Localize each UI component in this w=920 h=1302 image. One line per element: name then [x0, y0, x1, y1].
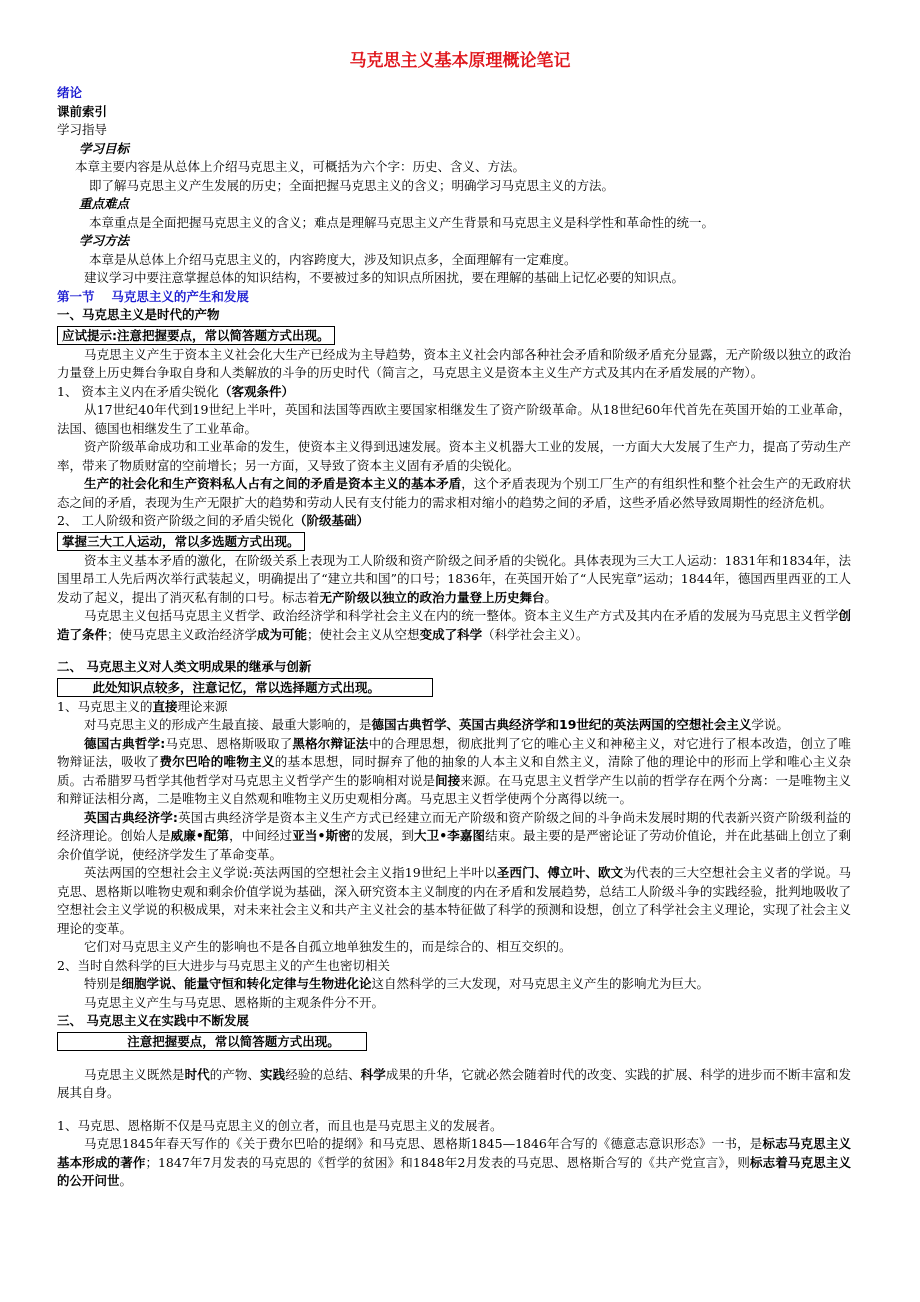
cause-1-para-3-rest: ，这个矛盾表现为个别工厂生产的有组织性和整个社会生产的无政府状态之间的矛盾，表现为生产无限扩大的趋势和劳动人民有支付能力的需求相对缩小的趋势之间的矛盾，这些矛盾必然导致周期性的经济危机。 — [57, 476, 851, 510]
cause-2-para-2 — [57, 607, 851, 644]
exam-tip-2: 掌握三大工人运动，常以多选题方式出现。 — [57, 532, 305, 551]
section-1-heading: 第一节 马克思主义的产生和发展 — [57, 288, 249, 304]
us-a: 英法两国的空想社会主义学说:英法两国的空想社会主义指19世纪上半叶以 — [84, 865, 497, 880]
cause-2-para-1-bold: 无产阶级以独立的政治力量登上历史舞台 — [319, 589, 545, 605]
topic-1-heading: 一、马克思主义是时代的产物 — [57, 307, 220, 322]
dp-b: 时代 — [184, 1066, 210, 1082]
s1p-c: 学说。 — [751, 717, 789, 732]
gp-e: 来源。在马克思主义哲学产生以前的哲学存在两个分离：一是唯物主义和辩证法相分离，二是唯物主义自然观和唯物主义历史观相分离。马克思主义哲学使两个分离得以统一。 — [57, 772, 851, 806]
ee-c: ，中间经过 — [229, 828, 293, 843]
german-philosophy-para — [57, 735, 851, 809]
cause-1-heading — [57, 383, 851, 402]
source-1-bold: 直接 — [152, 698, 178, 714]
c2p2-g: （科学社会主义）。 — [482, 626, 589, 642]
ee-smith: 亚当•斯密 — [292, 828, 351, 843]
cause-1-para-1: 从17世纪40年代到19世纪上半叶，英国和法国等西欧主要国家相继发生了资产阶级革命。从18世纪60年代首先在英国开始的工业革命，法国、德国也相继发生了工业革命。 — [57, 402, 851, 436]
gp-a: 马克思、恩格斯吸取了 — [165, 735, 293, 751]
ee-a: 英国古典经济学是资本主义生产方式已经建立而无产阶级和资产阶级之间的斗争尚未发展时期的代表新兴资产阶级利益的经济理论。创始人是 — [57, 809, 851, 843]
us-c: 为代表的三大空想社会主义者的学说。马克思、恩格斯以唯物史观和剩余价值学说为基础，深入研究资本主义制度的内在矛盾和发展趋势，总结工人阶级斗争的实践经验，批判地吸收了空想社会主义学说的积极成果，对未来社会主义和共产主义社会的基本特征做了科学的预测和设想，创立了科学社会主义理论，实现了社会主义理论的变革。 — [57, 865, 851, 936]
source-1-a: 1、马克思主义的 — [57, 698, 153, 714]
s1p-a: 对马克思主义的形成产生最直接、最重大影响的，是 — [84, 717, 372, 732]
topic-2-heading: 二、 马克思主义对人类文明成果的继承与创新 — [57, 659, 312, 674]
source-2-heading: 2、当时自然科学的巨大进步与马克思主义的产生也密切相关 — [57, 957, 390, 973]
goal-text-1: 本章主要内容是从总体上介绍马克思主义，可概括为六个字：历史、含义、方法。 — [75, 159, 526, 174]
document-body — [57, 84, 851, 1191]
fp-c: ；1847年7月发表的马克思的《哲学的贫困》和1848年2月发表的马克思、恩格斯合写的《共产党宣言》，则 — [145, 1154, 751, 1170]
guide-heading: 学习指导 — [57, 122, 108, 137]
exam-tip-3 — [57, 678, 433, 697]
science-para — [57, 975, 851, 994]
ee-petty: 威廉•配第 — [170, 828, 230, 843]
cause-2-para-1-c: 。 — [544, 589, 558, 605]
sources-summary: 它们对马克思主义产生的影响也不是各自孤立地单独发生的，而是综合的、相互交织的。 — [84, 939, 572, 954]
c2p2-d: 成为可能 — [257, 626, 308, 642]
gp-feuerbach: 费尔巴哈的唯物主义 — [159, 754, 275, 769]
exam-tip-4 — [57, 1032, 367, 1051]
source-1-c: 理论来源 — [177, 698, 228, 714]
topic-1-text: 马克思主义产生于资本主义社会化大生产已经成为主导趋势，资本主义社会内部各种社会矛盾和阶级矛盾充分显露，无产阶级以独立的政治力量登上历史舞台争取自身和人类解放的斗争的历史时代（简言之，马克思主义是资本主义生产方式及其内在矛盾发展的产物）。 — [57, 346, 851, 380]
cause-1-para-3 — [57, 475, 851, 512]
key-heading: 重点难点 — [79, 196, 130, 211]
cause-2-tag: （阶级基础） — [293, 513, 369, 528]
ee-label: 英国古典经济学: — [84, 809, 178, 825]
c2p2-b: 创造了条件 — [57, 608, 851, 642]
gp-c: 中的合理思想，彻底批判了它的唯心主义和神秘主义，对它进行了根本改造，创立了唯物辩证法，吸收了 — [57, 735, 851, 769]
document-title: 马克思主义基本原理概论笔记 — [349, 51, 571, 71]
founders-heading: 1、马克思、恩格斯不仅是马克思主义的创立者，而且也是马克思主义的发展者。 — [57, 1117, 503, 1133]
cause-2-title: 2、 工人阶级和资产阶级之间的矛盾尖锐化 — [57, 513, 294, 528]
topic-3-heading: 三、 马克思主义在实践中不断发展 — [57, 1013, 249, 1028]
spacer — [57, 1103, 851, 1117]
exam-tip-4-text: 注意把握要点，常以简答题方式出现。 — [127, 1033, 340, 1049]
intro-heading: 绪论 — [57, 85, 83, 100]
fp-a: 马克思1845年春天写作的《关于费尔巴哈的提纲》和马克思、恩格斯1845—1846年合写的《德意志意识形态》一书，是 — [84, 1136, 763, 1151]
gp-hegel: 黑格尔辩证法 — [292, 735, 369, 751]
ee-ricardo: 大卫•李嘉图 — [413, 828, 486, 843]
sci-a: 特别是 — [84, 976, 122, 991]
goal-text-2: 即了解马克思主义产生发展的历史；全面把握马克思主义的含义；明确学习马克思主义的方法。 — [89, 177, 615, 193]
gp-d: 的基本思想，同时摒弃了他的抽象的人本主义和自然主义，清除了他的理论中的形而上学和唯心主义杂质。古希腊罗马哲学其他哲学对马克思主义哲学产生的影响相对说是 — [57, 754, 851, 788]
utopian-socialism-para — [57, 864, 851, 938]
dp-g: 成果的升华，它就必然会随着时代的改变、实践的扩展、科学的进步而不断丰富和发展其自身。 — [57, 1066, 851, 1100]
ee-d: 的发展，到 — [350, 828, 414, 843]
basic-contradiction: 生产的社会化和生产资料私人占有之间的矛盾是资本主义的基本矛盾 — [84, 476, 462, 491]
cause-2-para-1-a: 资本主义基本矛盾的激化，在阶级关系上表现为工人阶级和资产阶级之间矛盾的尖锐化。具体表现为三大工人运动：1831年和1834年，法国里昂工人先后两次举行武装起义，明确提出了“建立共和国”的口号；1836年，在英国开始了“人民宪章”运动；1844年，德国西里西亚的工人发动了起义，提出了消灭私有制的口号。标志着 — [57, 552, 851, 605]
source-1-para — [57, 716, 851, 735]
fp-e: 。 — [119, 1173, 133, 1188]
gp-label: 德国古典哲学: — [84, 735, 166, 751]
exam-tip-1: 应试提示:注意把握要点，常以简答题方式出现。 — [57, 326, 335, 345]
dp-d: 实践 — [260, 1066, 286, 1082]
sci-b: 细胞学说、能量守恒和转化定律与生物进化论 — [121, 976, 372, 991]
founders-para — [57, 1135, 851, 1191]
method-text-2: 建议学习中要注意掌握总体的知识结构，不要被过多的知识点所困扰，要在理解的基础上记忆必要的知识点。 — [84, 270, 685, 285]
sci-c: 这自然科学的三大发现，对马克思主义产生的影响尤为巨大。 — [371, 976, 710, 991]
c2p2-a: 马克思主义包括马克思主义哲学、政治经济学和科学社会主义在内的统一整体。资本主义生产方式及其内在矛盾的发展为马克思主义哲学 — [84, 608, 839, 623]
cause-1-title: 1、 资本主义内在矛盾尖锐化 — [57, 383, 219, 399]
cause-1-para-2: 资产阶级革命成功和工业革命的发生，使资本主义得到迅速发展。资本主义机器大工业的发展，一方面大大发展了生产力，提高了劳动生产率，带来了物质财富的空前增长；另一方面，又导致了资本主义固有矛盾的尖锐化。 — [57, 439, 851, 473]
spacer — [57, 1052, 851, 1066]
development-para — [57, 1066, 851, 1103]
cause-2-heading — [57, 512, 851, 531]
dp-a: 马克思主义既然是 — [84, 1066, 185, 1082]
dp-c: 的产物、 — [209, 1066, 261, 1082]
cause-2-para-1 — [57, 552, 851, 608]
c2p2-c: ；使马克思主义政治经济学 — [107, 626, 258, 642]
goal-heading: 学习目标 — [79, 140, 130, 156]
key-text: 本章重点是全面把握马克思主义的含义；难点是理解马克思主义产生背景和马克思主义是科学性和革命性的统一。 — [89, 214, 715, 230]
method-text-1: 本章是从总体上介绍马克思主义的，内容跨度大，涉及知识点多，全面理解有一定难度。 — [89, 251, 577, 267]
ee-e: 结束。最主要的是严密论证了劳动价值论，并在此基础上创立了剩余价值学说，使经济学发生了革命变革。 — [57, 828, 851, 862]
fp-b: 标志马克思主义基本形成的著作 — [57, 1136, 851, 1170]
source-1-heading — [57, 698, 851, 717]
exam-tip-3-text: 此处知识点较多，注意记忆，常以选择题方式出现。 — [92, 679, 380, 695]
method-heading: 学习方法 — [79, 233, 130, 248]
subjective-conditions: 马克思主义产生与马克思、恩格斯的主观条件分不开。 — [84, 994, 385, 1010]
english-economics-para — [57, 809, 851, 865]
us-names: 圣西门、傅立叶、欧文 — [496, 865, 624, 880]
fp-d: 标志着马克思主义的公开问世 — [57, 1154, 851, 1188]
gp-indirect: 间接 — [435, 772, 461, 788]
index-heading: 课前索引 — [57, 103, 108, 119]
c2p2-f: 变成了科学 — [419, 626, 483, 642]
s1p-b: 德国古典哲学、英国古典经济学和19世纪的英法两国的空想社会主义 — [371, 717, 752, 732]
spacer — [57, 644, 851, 658]
cause-1-tag: （客观条件） — [218, 383, 294, 399]
dp-e: 经验的总结、 — [285, 1066, 361, 1082]
dp-f: 科学 — [360, 1066, 386, 1082]
c2p2-e: ；使社会主义从空想 — [307, 626, 420, 642]
